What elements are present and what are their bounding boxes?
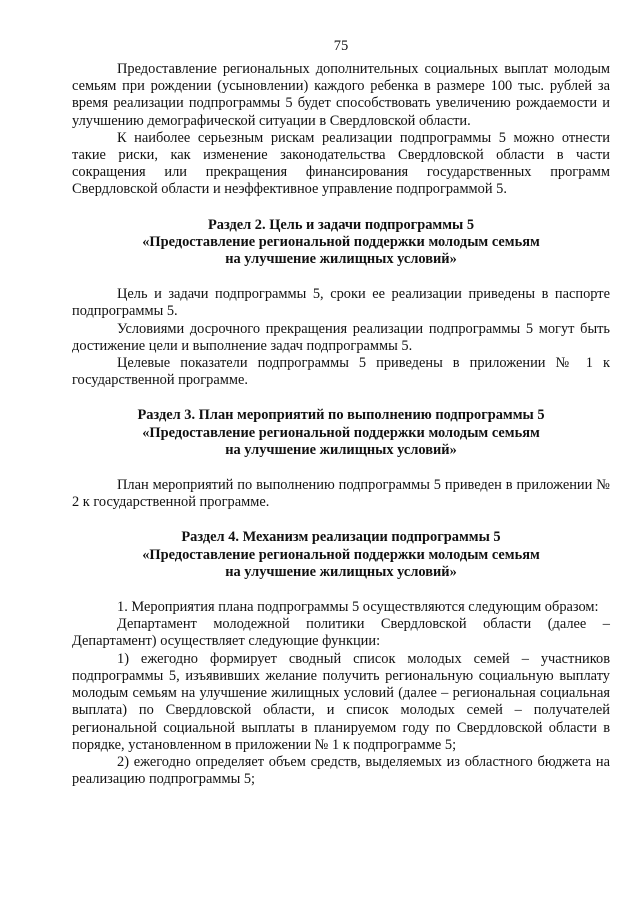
paragraph-goals: Цель и задачи подпрограммы 5, сроки ее реализации приведены в паспорте подпрограммы 5. [72,286,610,320]
paragraph-function-1: 1) ежегодно формирует сводный список молодых семей – участников подпрограммы 5, изъявивших желание получить региональную социальную выплату молодым семьям на улучшение жилищных условий (далее – региональная социальная выплата) по Свердловской области, и список молодых семей – получателей региональной социальной выплаты в планируемом году по Свердловской области в порядке, установленном в приложении № 1 к подпрограмме 5; [72,650,610,753]
section-3-subtitle-line1: «Предоставление региональной поддержки молодым семьям [142,424,540,441]
paragraph-regional-payments: Предоставление региональных дополнительных социальных выплат молодым семьям при рождении (усыновлении) каждого ребенка в размере 100 тыс. рублей за время реализации подпрограммы 5 будет способствовать увеличению рождаемости и улучшению демографической ситуации в Свердловской области. [72,61,610,129]
paragraph-action-plan: План мероприятий по выполнению подпрограммы 5 приведен в приложении № 2 к государственной программе. [72,477,610,511]
paragraph-risks: К наиболее серьезным рискам реализации подпрограммы 5 можно отнести такие риски, как изменение законодательства Свердловской области в части сокращения или прекращения финансирования государственных программ Свердловской области и неэффективное управление подпрограммой 5. [72,129,610,198]
paragraph-measures: 1. Мероприятия плана подпрограммы 5 осуществляются следующим образом: [117,599,599,616]
section-3-title: Раздел 3. План мероприятий по выполнению подпрограммы 5 [137,407,545,424]
page-content [72,61,610,788]
section-2-heading [72,217,610,269]
paragraph-department: Департамент молодежной политики Свердловской области (далее – Департамент) осуществляет следующие функции: [72,616,610,650]
section-2-subtitle-line1: «Предоставление региональной поддержки молодым семьям [142,233,540,250]
section-3-heading [72,407,610,459]
section-4-title: Раздел 4. Механизм реализации подпрограммы 5 [181,529,501,546]
paragraph-early-termination: Условиями досрочного прекращения реализации подпрограммы 5 могут быть достижение цели и выполнение задач подпрограммы 5. [72,320,610,354]
paragraph-function-2: 2) ежегодно определяет объем средств, выделяемых из областного бюджета на реализацию подпрограммы 5; [72,753,610,788]
section-4-subtitle-line1: «Предоставление региональной поддержки молодым семьям [142,546,540,563]
section-4-subtitle-line2: на улучшение жилищных условий» [225,563,457,580]
section-3-subtitle-line2: на улучшение жилищных условий» [225,441,457,458]
section-2-subtitle-line2: на улучшение жилищных условий» [225,251,457,268]
paragraph-target-indicators: Целевые показатели подпрограммы 5 приведены в приложении № 1 к государственной программе. [72,355,610,389]
section-2-title: Раздел 2. Цель и задачи подпрограммы 5 [207,216,475,233]
page-number: 75 [333,38,349,54]
section-4-heading [72,529,610,581]
